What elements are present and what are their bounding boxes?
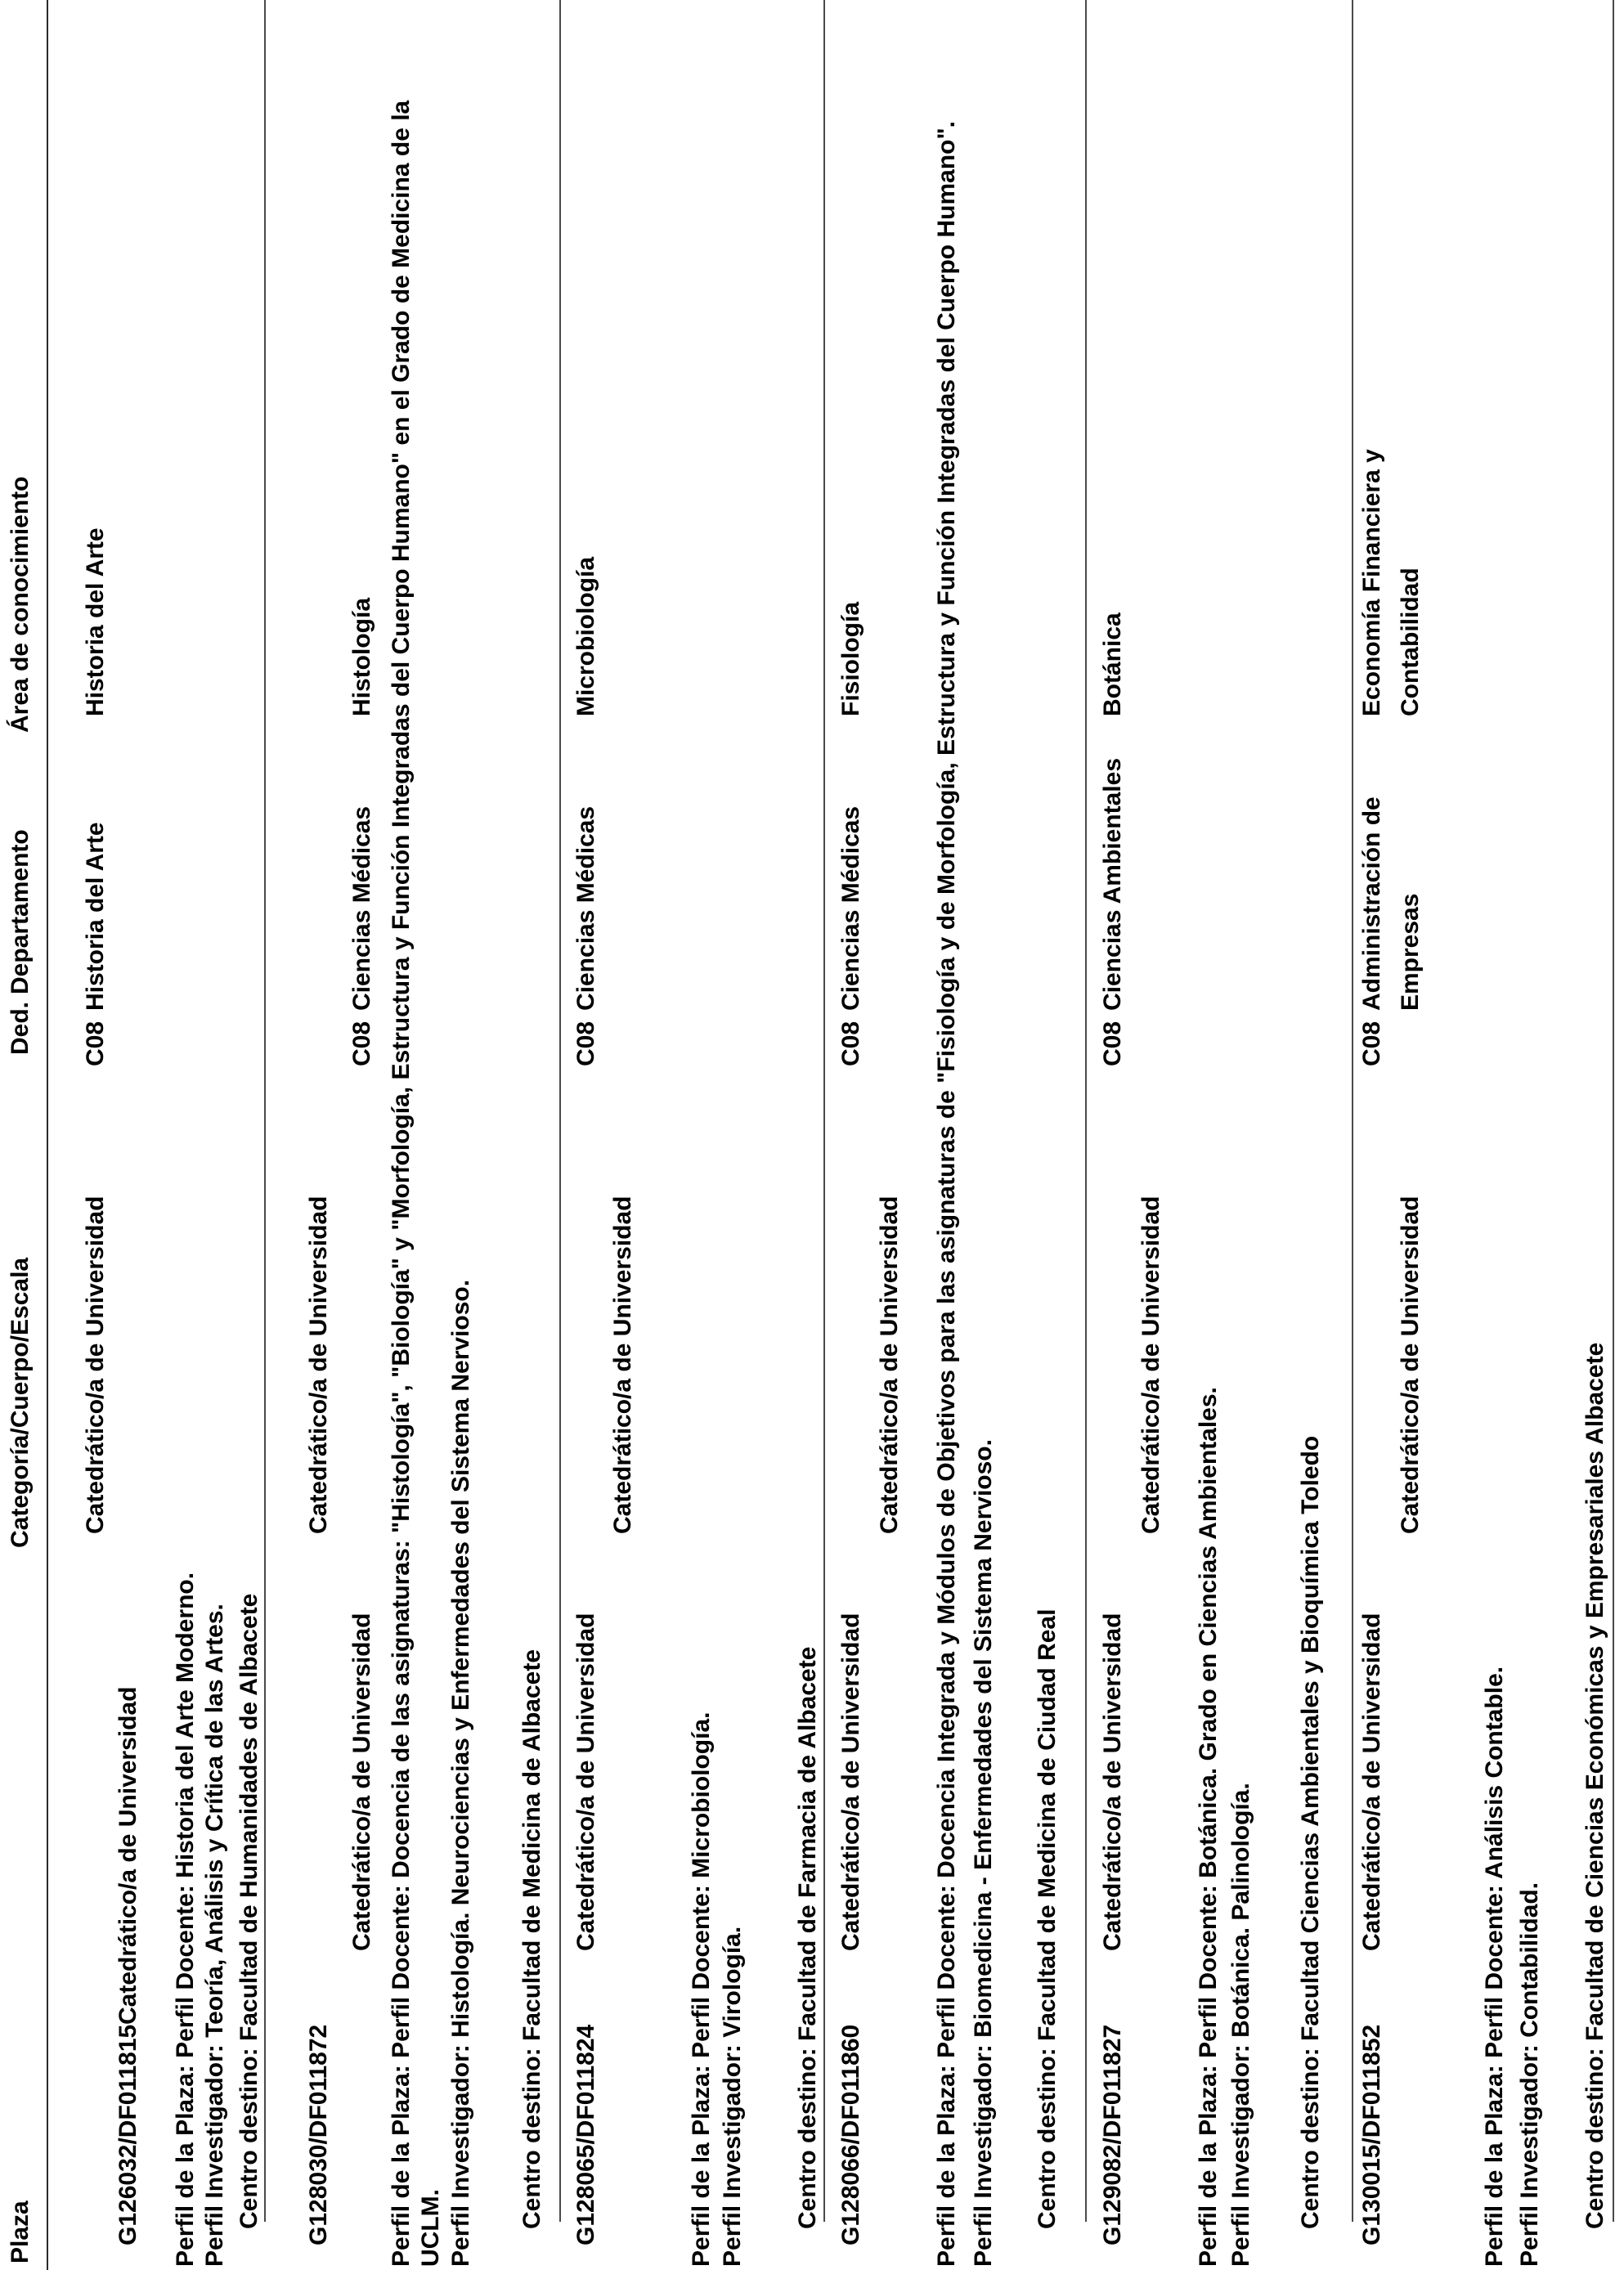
perfil-line: Perfil Investigador: Histología. Neurociencias y Enfermedades del Sistema Nervioso. <box>447 1279 474 2267</box>
plaza-code: G128065/DF011824 <box>572 2024 599 2245</box>
centro-destino-line: Centro destino: Facultad de Medicina de Ciudad Real <box>1034 1608 1061 2229</box>
categoria-value: Catedrático/a de Universidad <box>1137 1196 1164 1534</box>
categoria-value: Catedrático/a de Universidad <box>876 1196 903 1534</box>
centro-destino-line: Centro destino: Facultad de Humanidades de Albacete <box>236 1593 262 2229</box>
centro-destino-line: Centro destino: Facultad de Medicina de Albacete <box>518 1649 545 2229</box>
row-separator-line <box>1352 0 1353 2222</box>
perfil-line: Perfil Investigador: Botánica. Palinología. <box>1227 1783 1254 2267</box>
categoria-value: Catedrático/a de Universidad <box>572 1613 599 1951</box>
centro-destino-line: Centro destino: Facultad Ciencias Ambientales y Bioquímica Toledo <box>1297 1435 1324 2229</box>
area-value: Fisiología <box>837 601 864 716</box>
categoria-value: Catedrático/a de Universidad <box>82 1196 109 1534</box>
perfil-line: Perfil Investigador: Contabilidad. <box>1516 1882 1543 2267</box>
categoria-value: Catedrático/a de Universidad <box>1358 1613 1385 1951</box>
categoria-value: Catedrático/a de Universidad <box>609 1196 636 1534</box>
departamento-value: Ciencias Ambientales <box>1099 757 1126 1011</box>
departamento-value: Administración de <box>1358 796 1385 1011</box>
ded-value: C08 <box>1099 1021 1126 1066</box>
ded-value: C08 <box>348 1021 375 1066</box>
row-separator-line <box>1613 0 1614 2222</box>
categoria-value: Catedrático/a de Universidad <box>837 1613 864 1951</box>
plaza-code: G128030/DF011872 <box>305 2024 332 2245</box>
perfil-line: Perfil de la Plaza: Perfil Docente: Docencia Integrada y Módulos de Objetivos para las asignaturas de "Fisiología y de Morfología, Estructura y Función Integradas del Cuerpo Humano". <box>933 120 960 2267</box>
column-header-categoria: Categoría/Cuerpo/Escala <box>7 1257 34 1548</box>
perfil-line: Perfil de la Plaza: Perfil Docente: Análisis Contable. <box>1481 1666 1508 2267</box>
row-separator-line <box>823 0 825 2222</box>
departamento-value: Ciencias Médicas <box>348 805 375 1011</box>
header-underline <box>47 0 48 2270</box>
departamento-value: Ciencias Médicas <box>837 805 864 1011</box>
categoria-value: Catedrático/a de Universidad <box>305 1196 332 1534</box>
categoria-value: Catedrático/a de Universidad <box>1397 1196 1424 1534</box>
perfil-line: Perfil de la Plaza: Perfil Docente: Historia del Arte Moderno. <box>172 1572 199 2267</box>
centro-destino-line: Centro destino: Facultad de Ciencias Económicas y Empresariales Albacete <box>1581 1342 1608 2229</box>
categoria-value: Catedrático/a de Universidad <box>114 1686 141 2025</box>
ded-value: C08 <box>572 1021 599 1066</box>
row-separator-line <box>264 0 266 2222</box>
perfil-line: Perfil Investigador: Virología. <box>719 1926 746 2267</box>
perfil-line: Perfil de la Plaza: Perfil Docente: Botánica. Grado en Ciencias Ambientales. <box>1195 1387 1222 2267</box>
area-value: Historia del Arte <box>82 527 109 716</box>
perfil-line: Perfil Investigador: Biomedicina - Enfermedades del Sistema Nervioso. <box>970 1439 997 2267</box>
perfil-line: Perfil de la Plaza: Perfil Docente: Docencia de las asignaturas: "Histología", "Biología" y "Morfología, Estructura y Función Integradas del Cuerpo Humano" en el Grado de Medicina de la <box>388 100 415 2267</box>
ded-value: C08 <box>837 1021 864 1066</box>
area-value: Botánica <box>1099 612 1126 716</box>
row-separator-line <box>1085 0 1087 2222</box>
column-header-plaza: Plaza <box>7 2200 34 2263</box>
departamento-value: Empresas <box>1397 893 1424 1011</box>
departamento-value: Historia del Arte <box>82 822 109 1011</box>
area-value: Economía Financiera y <box>1358 449 1385 716</box>
area-value: Microbiología <box>572 557 599 716</box>
row-separator-line <box>559 0 561 2222</box>
column-header-ded: Ded. <box>7 1001 34 1055</box>
plaza-code: G126032/DF011815 <box>114 2024 141 2245</box>
perfil-line: Perfil de la Plaza: Perfil Docente: Microbiología. <box>688 1711 715 2267</box>
ded-value: C08 <box>1358 1021 1385 1066</box>
column-header-departamento: Departamento <box>7 829 34 994</box>
perfil-line: Perfil Investigador: Teoría, Análisis y Crítica de las Artes. <box>201 1604 228 2267</box>
plaza-code: G128066/DF011860 <box>837 2024 864 2245</box>
categoria-value: Catedrático/a de Universidad <box>348 1613 375 1951</box>
perfil-line: UCLM. <box>417 2189 444 2267</box>
departamento-value: Ciencias Médicas <box>572 805 599 1011</box>
area-value: Contabilidad <box>1397 568 1424 716</box>
plaza-code: G129082/DF011827 <box>1099 2024 1126 2245</box>
column-header-area: Área de conocimiento <box>7 476 34 733</box>
centro-destino-line: Centro destino: Facultad de Farmacia de Albacete <box>794 1646 821 2229</box>
ded-value: C08 <box>82 1021 109 1066</box>
categoria-value: Catedrático/a de Universidad <box>1099 1613 1126 1951</box>
area-value: Histología <box>348 597 375 716</box>
plaza-code: G130015/DF011852 <box>1358 2024 1385 2245</box>
